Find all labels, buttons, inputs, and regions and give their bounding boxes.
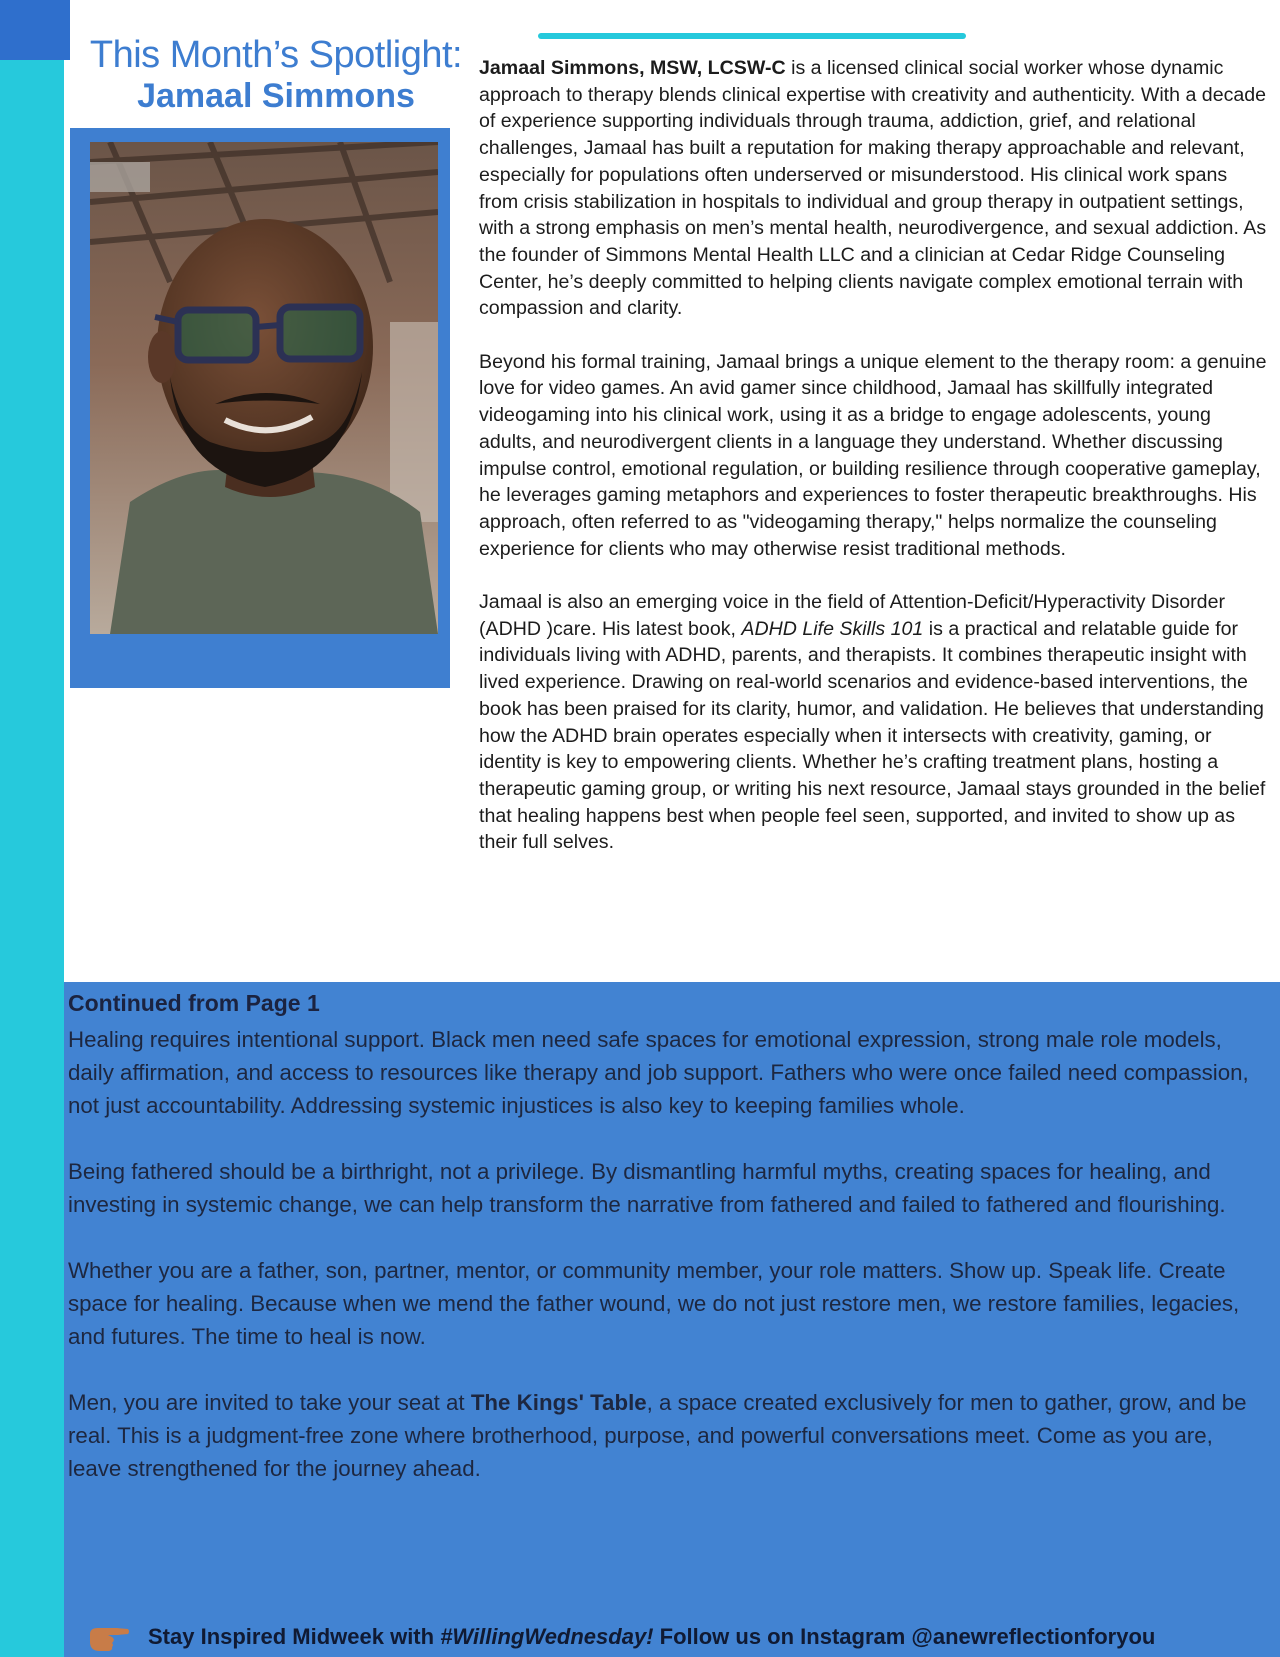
- footer-hashtag: #WillingWednesday!: [440, 1624, 654, 1649]
- continued-paragraph-4: [68, 1386, 1272, 1485]
- portrait-illustration: [90, 142, 438, 634]
- kings-table-text: , a space created exclusively for men to gather, grow, and be real. This is a judgment-free zone where brotherhood, purpose, and powerful conversations meet. Come as you are, leave strengthened for the journey ahead.: [68, 1390, 1247, 1481]
- continued-body: [68, 1023, 1272, 1518]
- footer-callout: [88, 1620, 1155, 1654]
- pointing-hand-icon: [88, 1620, 130, 1654]
- bio-paragraph-1: [479, 55, 1269, 322]
- book-title: ADHD Life Skills 101: [741, 617, 924, 640]
- kings-table-intro: Men, you are invited to take your seat at: [68, 1390, 471, 1415]
- kings-table-name: The Kings' Table: [470, 1390, 647, 1415]
- bio-name-credentials: Jamaal Simmons, MSW, LCSW-C: [479, 57, 786, 79]
- portrait-photo: [90, 142, 438, 634]
- bio-paragraph-2: Beyond his formal training, Jamaal brings a unique element to the therapy room: a genuine love for video games. An avid gamer since childhood, Jamaal has skillfully integrated videogaming into his clinical work, using it as a bridge to engage adolescents, young adults, and neurodivergent clients in a language they understand. Whether discussing impulse control, emotional regulation, or building resilience through cooperative gameplay, he leverages gaming metaphors and experiences to foster therapeutic breakthroughs. His approach, often referred to as "videogaming therapy," helps normalize the counseling experience for clients who may otherwise resist traditional methods.: [479, 350, 1267, 560]
- bio-paragraph-3-text: is a practical and relatable guide for individuals living with ADHD, parents, and therapists. It combines therapeutic insight with lived experience. Drawing on real-world scenarios and evidence-based interventions, the book has been praised for its clarity, humor, and validation. He believes that understanding how the ADHD brain operates especially when it intersects with creativity, gaming, or identity is key to empowering clients. Whether he’s crafting treatment plans, hosting a therapeutic gaming group, or writing his next resource, Jamaal stays grounded in the belief that healing happens best when people feel seen, supported, and invited to show up as their full selves.: [479, 617, 1266, 854]
- spotlight-name: Jamaal Simmons: [137, 77, 415, 115]
- left-accent-rail: [0, 0, 64, 1657]
- footer-instagram-text: Follow us on Instagram @anewreflectionforyou: [653, 1624, 1156, 1649]
- top-accent-rule: [538, 33, 966, 39]
- spotlight-heading: This Month’s Spotlight:: [89, 34, 463, 76]
- photo-frame: [70, 128, 450, 688]
- bio-text: [479, 55, 1269, 883]
- bio-paragraph-1-text: is a licensed clinical social worker whose dynamic approach to therapy blends clinical expertise with creativity and authenticity. With a decade of experience supporting individuals through trauma, addiction, grief, and relational challenges, Jamaal has built a reputation for making therapy approachable and relevant, especially for populations often underserved or misunderstood. His clinical work spans from crisis stabilization in hospitals to individual and group therapy in outpatient settings, with a strong emphasis on men’s mental health, neurodivergence, and sexual addiction. As the founder of Simmons Mental Health LLC and a clinician at Cedar Ridge Counseling Center, he’s deeply committed to helping clients navigate complex emotional terrain with compassion and clarity.: [479, 57, 1267, 320]
- footer-text-lead: Stay Inspired Midweek with: [148, 1624, 441, 1649]
- continued-paragraph-1: Healing requires intentional support. Black men need safe spaces for emotional expression, strong male role models, daily affirmation, and access to resources like therapy and job support. Fathers who were once failed need compassion, not just accountability. Addressing systemic injustices is also key to keeping families whole.: [68, 1027, 1249, 1118]
- footer-text: [148, 1624, 1155, 1650]
- continued-paragraph-2: Being fathered should be a birthright, not a privilege. By dismantling harmful myths, creating spaces for healing, and investing in systemic change, we can help transform the narrative from fathered and failed to fathered and flourishing.: [68, 1159, 1226, 1217]
- spotlight-title: [76, 34, 476, 116]
- corner-accent-block: [0, 0, 70, 60]
- continued-paragraph-3: Whether you are a father, son, partner, mentor, or community member, your role matters. Show up. Speak life. Create space for healing. Because when we mend the father wound, we do not just restore men, we restore families, legacies, and futures. The time to heal is now.: [68, 1258, 1240, 1349]
- bio-paragraph-3: [479, 589, 1269, 856]
- continued-heading: Continued from Page 1: [68, 990, 320, 1016]
- bio-paragraph-3-intro: Jamaal is also an emerging voice in the field of Attention-Deficit/Hyperactivity Disorder (ADHD )care. His latest book,: [479, 591, 1225, 640]
